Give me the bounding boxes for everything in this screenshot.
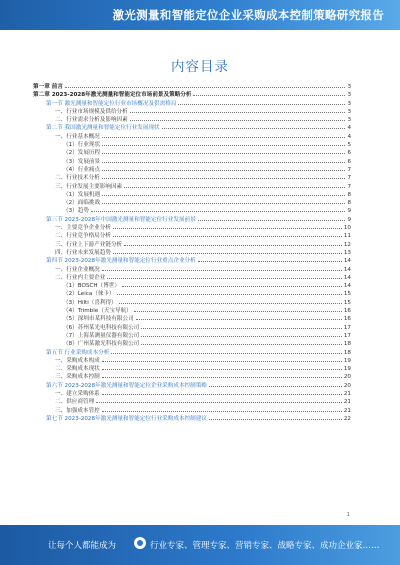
toc-entry-page: 10 <box>343 225 351 232</box>
toc-leader-dots <box>141 339 342 345</box>
toc-entry[interactable] <box>33 123 351 131</box>
toc-entry[interactable] <box>33 289 351 297</box>
toc-entry-label: 一、主要竞争企业分析 <box>55 225 111 232</box>
toc-entry-page: 16 <box>343 316 351 323</box>
toc-entry[interactable] <box>33 231 351 239</box>
toc-entry-label: 二、行业竞争格局分析 <box>55 233 111 240</box>
toc-entry-page: 8 <box>347 200 351 207</box>
toc-leader-dots <box>119 298 342 304</box>
toc-entry-label: （2）发展历程 <box>63 150 101 157</box>
toc-entry-label: 第五节 行业采购成本分析 <box>46 349 110 356</box>
toc-entry-page: 15 <box>343 291 351 298</box>
toc-entry-label: （5）深圳市某科技有限公司 <box>63 316 134 323</box>
toc-entry-page: 6 <box>347 158 351 165</box>
toc-entry-page: 3 <box>347 84 351 90</box>
toc-entry-page: 17 <box>343 332 351 339</box>
toc-entry-page: 8 <box>347 191 351 198</box>
toc-entry-page: 21 <box>343 390 351 397</box>
toc-entry-label: （3）发展前景 <box>63 158 101 165</box>
page-number: 1 <box>346 512 350 518</box>
toc-entry[interactable] <box>33 314 351 322</box>
toc-entry-label: 一、行业基本概况 <box>55 133 100 140</box>
toc-entry-page: 13 <box>343 249 351 256</box>
toc-entry-page: 11 <box>343 233 351 240</box>
toc-entry[interactable] <box>33 165 351 173</box>
toc-entry-page: 14 <box>343 274 351 281</box>
toc-entry-label: 第三节 2023-2028年中国激光测量和智能定位行业发展前景 <box>46 216 196 223</box>
toc-entry-label: （4）行业痛点 <box>63 166 101 173</box>
toc-entry[interactable] <box>33 215 351 223</box>
toc-entry-label: （3）Hilti（喜利得） <box>63 299 117 306</box>
toc-entry[interactable] <box>33 198 351 206</box>
toc-leader-dots <box>113 248 342 254</box>
toc-leader-dots <box>102 389 342 395</box>
toc-entry[interactable] <box>33 132 351 140</box>
footer-banner <box>0 525 400 565</box>
toc-leader-dots <box>102 173 346 179</box>
toc-entry-label: 第一章 前言 <box>33 84 63 90</box>
toc-entry-label: 第四节 2023-2028年激光测量和智能定位行业重点企业分析 <box>46 258 196 265</box>
toc-leader-dots <box>102 165 345 171</box>
toc-entry-label: （3）趋势 <box>63 208 89 215</box>
toc-entry-label: 二、行业内主要企业 <box>55 274 106 281</box>
toc-leader-dots <box>198 256 342 262</box>
toc-entry-label: （1）行业现状 <box>63 142 101 149</box>
toc-entry-label: 二、供应商管理 <box>55 399 95 406</box>
toc-entry-page: 7 <box>347 166 351 173</box>
bullet-icon <box>134 537 146 549</box>
toc-entry[interactable] <box>33 281 351 289</box>
toc-entry-label: 第六节 2023-2028年激光测量和智能定位企业采购成本控制策略 <box>46 382 207 389</box>
toc-leader-dots <box>102 265 342 271</box>
toc-entry-page: 16 <box>343 308 351 315</box>
toc-entry-label: 二、行业技术分析 <box>55 175 100 182</box>
toc-leader-dots <box>122 281 342 287</box>
toc-entry[interactable] <box>33 256 351 264</box>
toc-entry[interactable] <box>33 406 351 414</box>
toc-leader-dots <box>209 381 342 387</box>
table-of-contents <box>33 82 351 422</box>
toc-leader-dots <box>141 323 342 329</box>
toc-entry-page: 7 <box>347 183 351 190</box>
toc-entry[interactable] <box>33 372 351 380</box>
toc-entry[interactable] <box>33 82 351 90</box>
toc-leader-dots <box>130 115 346 121</box>
toc-entry-label: 第一节 激光测量和智能定位行业市场概况及供需格局 <box>46 100 177 107</box>
toc-leader-dots <box>141 331 342 337</box>
toc-entry-page: 18 <box>343 349 351 356</box>
toc-entry-page: 17 <box>343 324 351 331</box>
toc-entry[interactable] <box>33 107 351 115</box>
toc-entry[interactable] <box>33 90 351 98</box>
report-title: 激光测量和智能定位企业采购成本控制策略研究报告 <box>112 8 384 22</box>
toc-leader-dots <box>102 190 345 196</box>
toc-leader-dots <box>124 182 345 188</box>
toc-leader-dots <box>102 132 346 138</box>
toc-entry[interactable] <box>33 306 351 314</box>
toc-entry[interactable] <box>33 115 351 123</box>
toc-entry-label: 四、行业未来发展趋势 <box>55 249 111 256</box>
toc-entry-page: 21 <box>343 399 351 406</box>
toc-entry[interactable] <box>33 414 351 422</box>
toc-entry-label: （4）Trimble（天宝导航） <box>63 308 132 315</box>
toc-entry-label: （1）BOSCH（博世） <box>63 283 120 290</box>
toc-entry-page: 15 <box>343 299 351 306</box>
footer-slogan-left: 让每个人都能成为 <box>48 541 117 551</box>
toc-entry-label: 一、行业市场规模及供给分析 <box>55 108 128 115</box>
toc-entry[interactable] <box>33 356 351 364</box>
toc-entry-label: 三、采购成本控制 <box>55 374 100 381</box>
toc-entry-label: 第七节 2023-2028年激光测量和智能定位行业采购成本控制建议 <box>46 415 207 422</box>
toc-entry[interactable] <box>33 331 351 339</box>
toc-entry-label: 二、采购成本现状 <box>55 366 100 373</box>
toc-leader-dots <box>102 140 345 146</box>
toc-leader-dots <box>102 372 342 378</box>
toc-entry-page: 4 <box>347 133 351 140</box>
toc-entry-label: （8）广州某激光科技有限公司 <box>63 341 140 348</box>
toc-entry-label: 三、行业上下游产业链分析 <box>55 241 123 248</box>
toc-leader-dots <box>113 223 342 229</box>
toc-leader-dots <box>65 82 346 88</box>
toc-leader-dots <box>124 240 342 246</box>
toc-leader-dots <box>102 198 345 204</box>
toc-leader-dots <box>102 364 342 370</box>
toc-entry-page: 12 <box>343 241 351 248</box>
header-banner <box>0 0 400 30</box>
toc-entry-label: 一、建立采购体系 <box>55 390 100 397</box>
toc-entry-page: 9 <box>347 216 351 223</box>
toc-leader-dots <box>102 356 342 362</box>
toc-heading: 内容目录 <box>171 59 229 75</box>
toc-leader-dots <box>178 99 345 105</box>
toc-leader-dots <box>96 397 342 403</box>
toc-entry[interactable] <box>33 206 351 214</box>
toc-entry[interactable] <box>33 173 351 181</box>
toc-entry[interactable] <box>33 157 351 165</box>
toc-entry[interactable] <box>33 223 351 231</box>
toc-entry-page: 3 <box>347 100 351 107</box>
toc-entry[interactable] <box>33 364 351 372</box>
toc-entry-page: 3 <box>347 108 351 115</box>
toc-leader-dots <box>134 306 342 312</box>
toc-entry[interactable] <box>33 389 351 397</box>
toc-entry-page: 3 <box>347 92 351 99</box>
toc-leader-dots <box>91 206 346 212</box>
toc-entry-page: 3 <box>347 117 351 124</box>
toc-leader-dots <box>102 157 345 163</box>
toc-entry-label: （2）面临挑战 <box>63 200 101 207</box>
toc-entry[interactable] <box>33 298 351 306</box>
toc-entry-page: 14 <box>343 258 351 265</box>
toc-leader-dots <box>162 123 346 129</box>
toc-entry-page: 22 <box>343 415 351 422</box>
toc-entry[interactable] <box>33 148 351 156</box>
toc-entry[interactable] <box>33 323 351 331</box>
toc-entry-label: （7）上海某测量仪器有限公司 <box>63 332 140 339</box>
toc-leader-dots <box>193 90 345 96</box>
toc-entry[interactable] <box>33 348 351 356</box>
toc-leader-dots <box>209 414 342 420</box>
toc-entry[interactable] <box>33 140 351 148</box>
toc-entry-label: （2）Leica（徕卡） <box>63 291 115 298</box>
toc-entry-page: 14 <box>343 283 351 290</box>
toc-entry[interactable] <box>33 339 351 347</box>
toc-entry-label: 一、行业企业概况 <box>55 266 100 273</box>
toc-entry-page: 5 <box>347 142 351 149</box>
toc-entry-page: 18 <box>343 341 351 348</box>
toc-entry[interactable] <box>33 265 351 273</box>
toc-entry[interactable] <box>33 190 351 198</box>
toc-entry-page: 9 <box>347 208 351 215</box>
toc-entry[interactable] <box>33 381 351 389</box>
toc-leader-dots <box>136 314 342 320</box>
toc-entry[interactable] <box>33 273 351 281</box>
toc-entry-page: 20 <box>343 382 351 389</box>
toc-entry[interactable] <box>33 240 351 248</box>
toc-entry-label: 二、行业需求分析及影响因素 <box>55 117 128 124</box>
toc-entry-label: （6）苏州某光电科技有限公司 <box>63 324 140 331</box>
toc-leader-dots <box>130 107 346 113</box>
toc-leader-dots <box>102 406 342 412</box>
toc-entry[interactable] <box>33 397 351 405</box>
footer-slogan-right: 行业专家、管理专家、营销专家、战略专家、成功企业家…… <box>150 541 380 551</box>
toc-entry-label: 第二节 我国激光测量和智能定位行业发展现状 <box>46 125 160 132</box>
toc-entry-label: 一、采购成本构成 <box>55 357 100 364</box>
toc-entry-page: 20 <box>343 374 351 381</box>
toc-entry-label: （1）发展机遇 <box>63 191 101 198</box>
toc-leader-dots <box>107 273 342 279</box>
toc-entry[interactable] <box>33 248 351 256</box>
toc-leader-dots <box>198 215 346 221</box>
toc-entry-page: 21 <box>343 407 351 414</box>
toc-entry-label: 三、行业发展主要影响因素 <box>55 183 123 190</box>
toc-entry-label: 三、加强成本管控 <box>55 407 100 414</box>
toc-leader-dots <box>113 231 342 237</box>
toc-entry[interactable] <box>33 182 351 190</box>
toc-entry-page: 6 <box>347 150 351 157</box>
toc-entry[interactable] <box>33 99 351 107</box>
toc-entry-page: 19 <box>343 357 351 364</box>
toc-entry-page: 7 <box>347 175 351 182</box>
toc-entry-page: 19 <box>343 366 351 373</box>
toc-entry-page: 14 <box>343 266 351 273</box>
toc-entry-page: 4 <box>347 125 351 132</box>
toc-leader-dots <box>102 148 345 154</box>
toc-entry-label: 第二章 2023-2028年激光测量和智能定位市场前景及策略分析 <box>33 92 192 99</box>
toc-leader-dots <box>117 289 342 295</box>
toc-leader-dots <box>111 348 342 354</box>
